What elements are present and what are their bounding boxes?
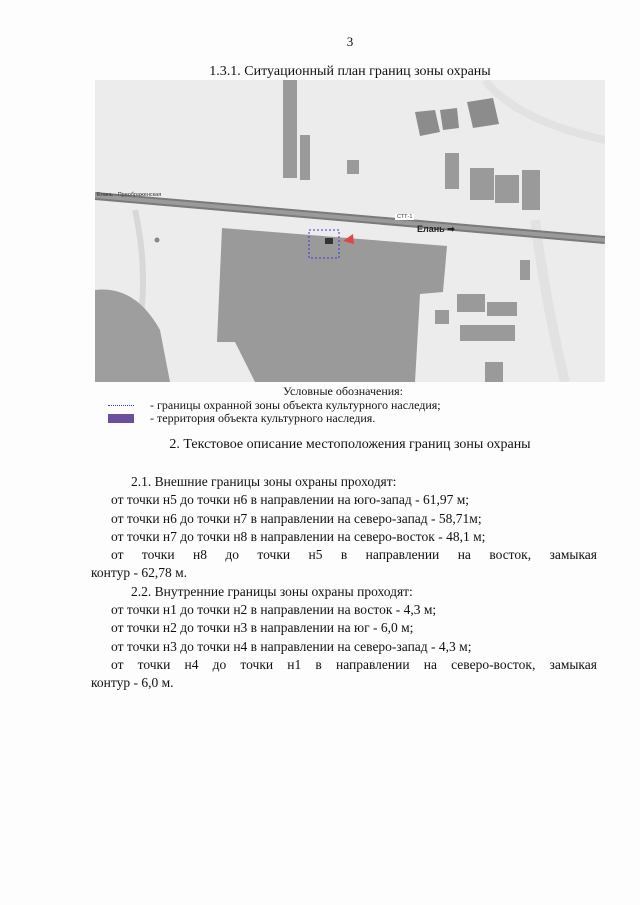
legend-label: - границы охранной зоны объекта культурного наследия; xyxy=(150,398,441,412)
internal-line: от точки н2 до точки н3 в направлении на юг - 6,0 м; xyxy=(111,620,414,636)
road-number-label: СТТ-1 xyxy=(397,214,413,220)
page-number: 3 xyxy=(346,34,354,49)
internal-last-line: от точки н4 до точки н1 в направлении на северо-восток, замыкая xyxy=(111,656,597,672)
place-label xyxy=(417,224,455,235)
external-last-line: от точки н8 до точки н5 в направлении на восток, замыкая xyxy=(111,547,597,563)
internal-heading: 2.2. Внутренние границы зоны охраны проходят: xyxy=(131,583,413,599)
forest-area xyxy=(95,290,170,383)
place-name: Елань xyxy=(417,224,445,234)
building xyxy=(283,80,297,178)
figure-title: 1.3.1. Ситуационный план границ зоны охраны xyxy=(209,64,491,79)
external-line: от точки н7 до точки н8 в направлении на северо-восток - 48,1 м; xyxy=(111,528,486,544)
external-line: от точки н6 до точки н7 в направлении на северо-запад - 58,71м; xyxy=(111,510,482,526)
internal-line: от точки н3 до точки н4 в направлении на северо-запад - 4,3 м; xyxy=(111,638,472,654)
legend-title: Условные обозначения: xyxy=(283,384,404,398)
road-label: Елань - Преображенская xyxy=(97,192,162,198)
side-road xyxy=(485,80,605,140)
field-area xyxy=(217,228,447,382)
external-line: от точки н5 до точки н6 в направлении на юго-запад - 61,97 м; xyxy=(111,492,470,508)
legend-label: - территория объекта культурного наследия. xyxy=(150,411,376,425)
external-last-cont: контур - 62,78 м. xyxy=(91,565,187,581)
legend-item-territory xyxy=(108,411,375,426)
description-text xyxy=(91,473,597,693)
heritage-object xyxy=(325,238,333,244)
section-title: 2. Текстовое описание местоположения границ зоны охраны xyxy=(169,437,531,452)
situation-map xyxy=(95,80,605,382)
cemetery-icon xyxy=(155,238,160,243)
arrow-right-icon: ➡ xyxy=(447,224,455,234)
dotted-line-icon xyxy=(108,405,134,406)
map-svg xyxy=(95,80,605,382)
purple-square-icon xyxy=(108,414,134,423)
internal-line: от точки н1 до точки н2 в направлении на восток - 4,3 м; xyxy=(111,602,437,618)
side-road xyxy=(535,220,565,382)
internal-last-cont: контур - 6,0 м. xyxy=(91,675,174,691)
external-heading: 2.1. Внешние границы зоны охраны проходят: xyxy=(131,474,397,489)
